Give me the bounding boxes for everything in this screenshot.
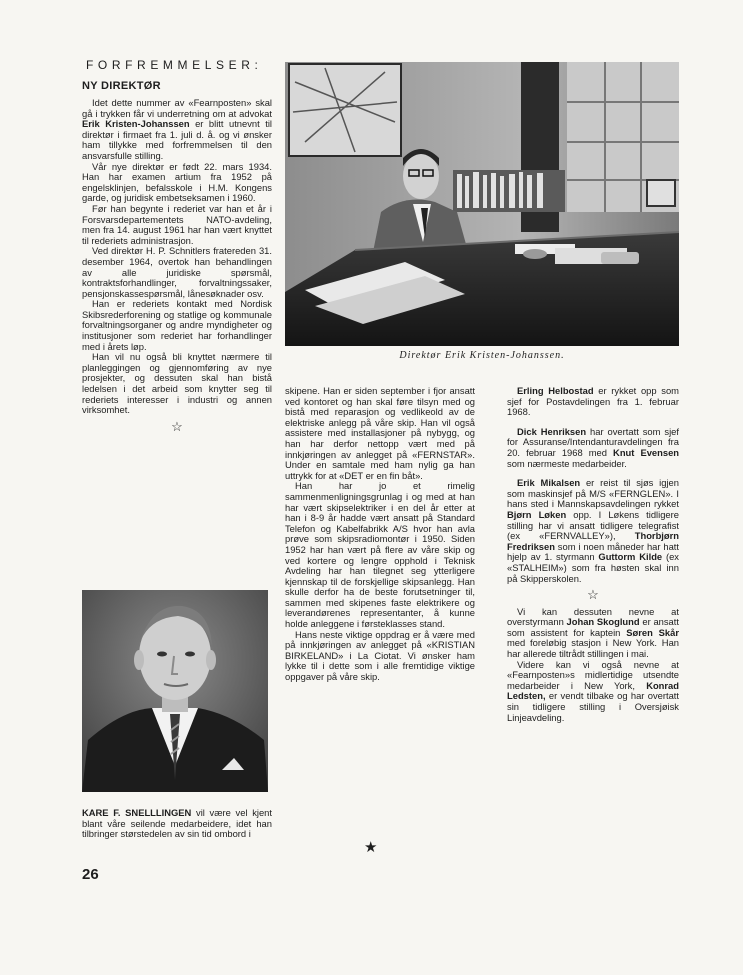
paragraph: Før han begynte i rederiet var han et år i Forsvarsdepartementets NATO-avdeling, men fra 14. august 1961 har han vært knyttet til rederiets administrasjon. [82, 202, 272, 246]
paragraph: Vi kan dessuten nevne at overstyrmann Johan Skoglund er ansatt som assistent for kaptein Søren Skår med foreløbig stasjon i New York. Han har allerede tiltrådt stillingen i mai. [507, 605, 679, 660]
paragraph: Vår nye direktør er født 22. mars 1934. Han har examen artium fra 1952 på engelsklinjen, befalsskole i H.M. Kongens garde, og juridisk embetseksamen i 1960. [82, 160, 272, 204]
paragraph: Idet dette nummer av «Fearnposten» skal gå i trykken får vi underretning om at advokat Erik Kristen-Johanssen er blitt utnevnt til direktør i firmaet fra 1. juli d. å. og vi ønsker ham tillykke med forfremmelsen til den ansvarsfulle stilling. [82, 97, 272, 161]
column-1 [82, 98, 272, 438]
paragraph: KARE F. SNELLLINGEN vil være vel kjent blant våre seilende medarbeidere, idet han tilbringer størstedelen av sin tid ombord i [82, 807, 273, 840]
section-label: FORFREMMELSER: [86, 58, 263, 72]
paragraph: Han vil nu også bli knyttet nærmere til planleggingen og gjennomføring av nye prosjekter, og dessuten skal han bistå ledelsen i det arbeid som knytter seg til rederiets interesser i industri og annen virksomhet. [82, 351, 272, 416]
paragraph: Erik Mikalsen er reist til sjøs igjen som maskinsjef på M/S «FERNGLEN». I hans sted i Mannskapsavdelingen rykket Bjørn Løken opp. I Løkens tidligere stilling har vi ansatt tidligere telegrafist (ex «FERNVALLEY»), Thorbjørn Fredriksen som i noen måneder har hatt hjelp av 1. styrmann Guttorm Kilde (ex «STALHEIM») som fra høsten skal inn på Skipperskolen. [507, 477, 679, 584]
director-photo [285, 62, 679, 346]
portrait-photo [82, 590, 268, 792]
end-of-article-star: ★ [364, 839, 378, 856]
paragraph: Videre kan vi også nevne at «Fearnposten»s midlertidige utsendte medarbeider i New York, Konrad Ledsten, er vendt tilbake og har overtatt sin tidligere stilling i Oversjøisk Linjeavdeling. [507, 658, 679, 723]
portrait-illustration [82, 590, 268, 792]
paragraph: skipene. Han er siden september i fjor ansatt ved kontoret og han skal føre tilsyn med og bistå med reparasjon og vedlikeold av de elektriske anlegg på våre skip. Han vil også assistere med installasjoner på nybygg, og han har derfor nettopp vært med på innkjøringen av anlegget på «FERNSTAR». Under en samtale med ham nylig ga han uttrykk for at «DET er en fin båt». [285, 385, 475, 481]
column-2 [285, 386, 475, 683]
paragraph: Han har jo et rimelig sammenmenligningsgrunlag i og med at han har vært skipselektriker i en del år etter at han i 8-9 år hadde vært ansatt på Standard Telefon og Kabelfabrikk A/S hvor han avla prøve som skipsradiomontør i 1950. Siden 1952 har han vært på flere av våre skip og ved kortere og lengre opphold i Teknisk Avdeling har han tilegnet seg ytterligere kjennskap til de forskjellige skipsanlegg. Han skulle derfor ha de beste forutsetninger til, sammen med skipenes faste elektrikere og leverandørenes representanter, å kunne holde anleggene i førsteklasses stand. [285, 480, 475, 630]
director-at-desk-illustration [285, 62, 679, 346]
column-3 [507, 386, 679, 723]
star-divider: ☆ [587, 587, 599, 603]
paragraph: Ved direktør H. P. Schnitlers fratereden 31. desember 1964, overtok han behandlingen av alle juridiske spørsmål, kontraktsforhandlinger, forvaltningssaker, pensjonskassespørsmål, lånesøknader osv. [82, 245, 272, 299]
star-divider: ☆ [171, 418, 183, 434]
page-number: 26 [82, 866, 99, 883]
article-heading: NY DIREKTØR [82, 80, 161, 92]
paragraph: Han er rederiets kontakt med Nordisk Skibsrederforening og statlige og kommunale forvaltningsorganer og andre myndigheter og institusjoner som rederiet har forhandlinger med i årets løp. [82, 298, 272, 352]
column-1-continued [82, 808, 272, 840]
paragraph: Dick Henriksen har overtatt som sjef for Assuranse/Intendanturavdelingen fra 20. februar 1968 med Knut Evensen som nærmeste medarbeider. [507, 425, 680, 469]
paragraph: Erling Helbostad er rykket opp som sjef for Postavdelingen fra 1. februar 1968. [507, 385, 679, 418]
photo-caption: Direktør Erik Kristen-Johanssen. [399, 350, 565, 361]
paragraph: Hans neste viktige oppdrag er å være med på innkjøringen av anlegget på «KRISTIAN BIRKELAND» i La Ciotat. Vi ønsker ham lykke til i dette som i alle fremtidige viktige oppgaver på våre skip. [285, 628, 475, 683]
